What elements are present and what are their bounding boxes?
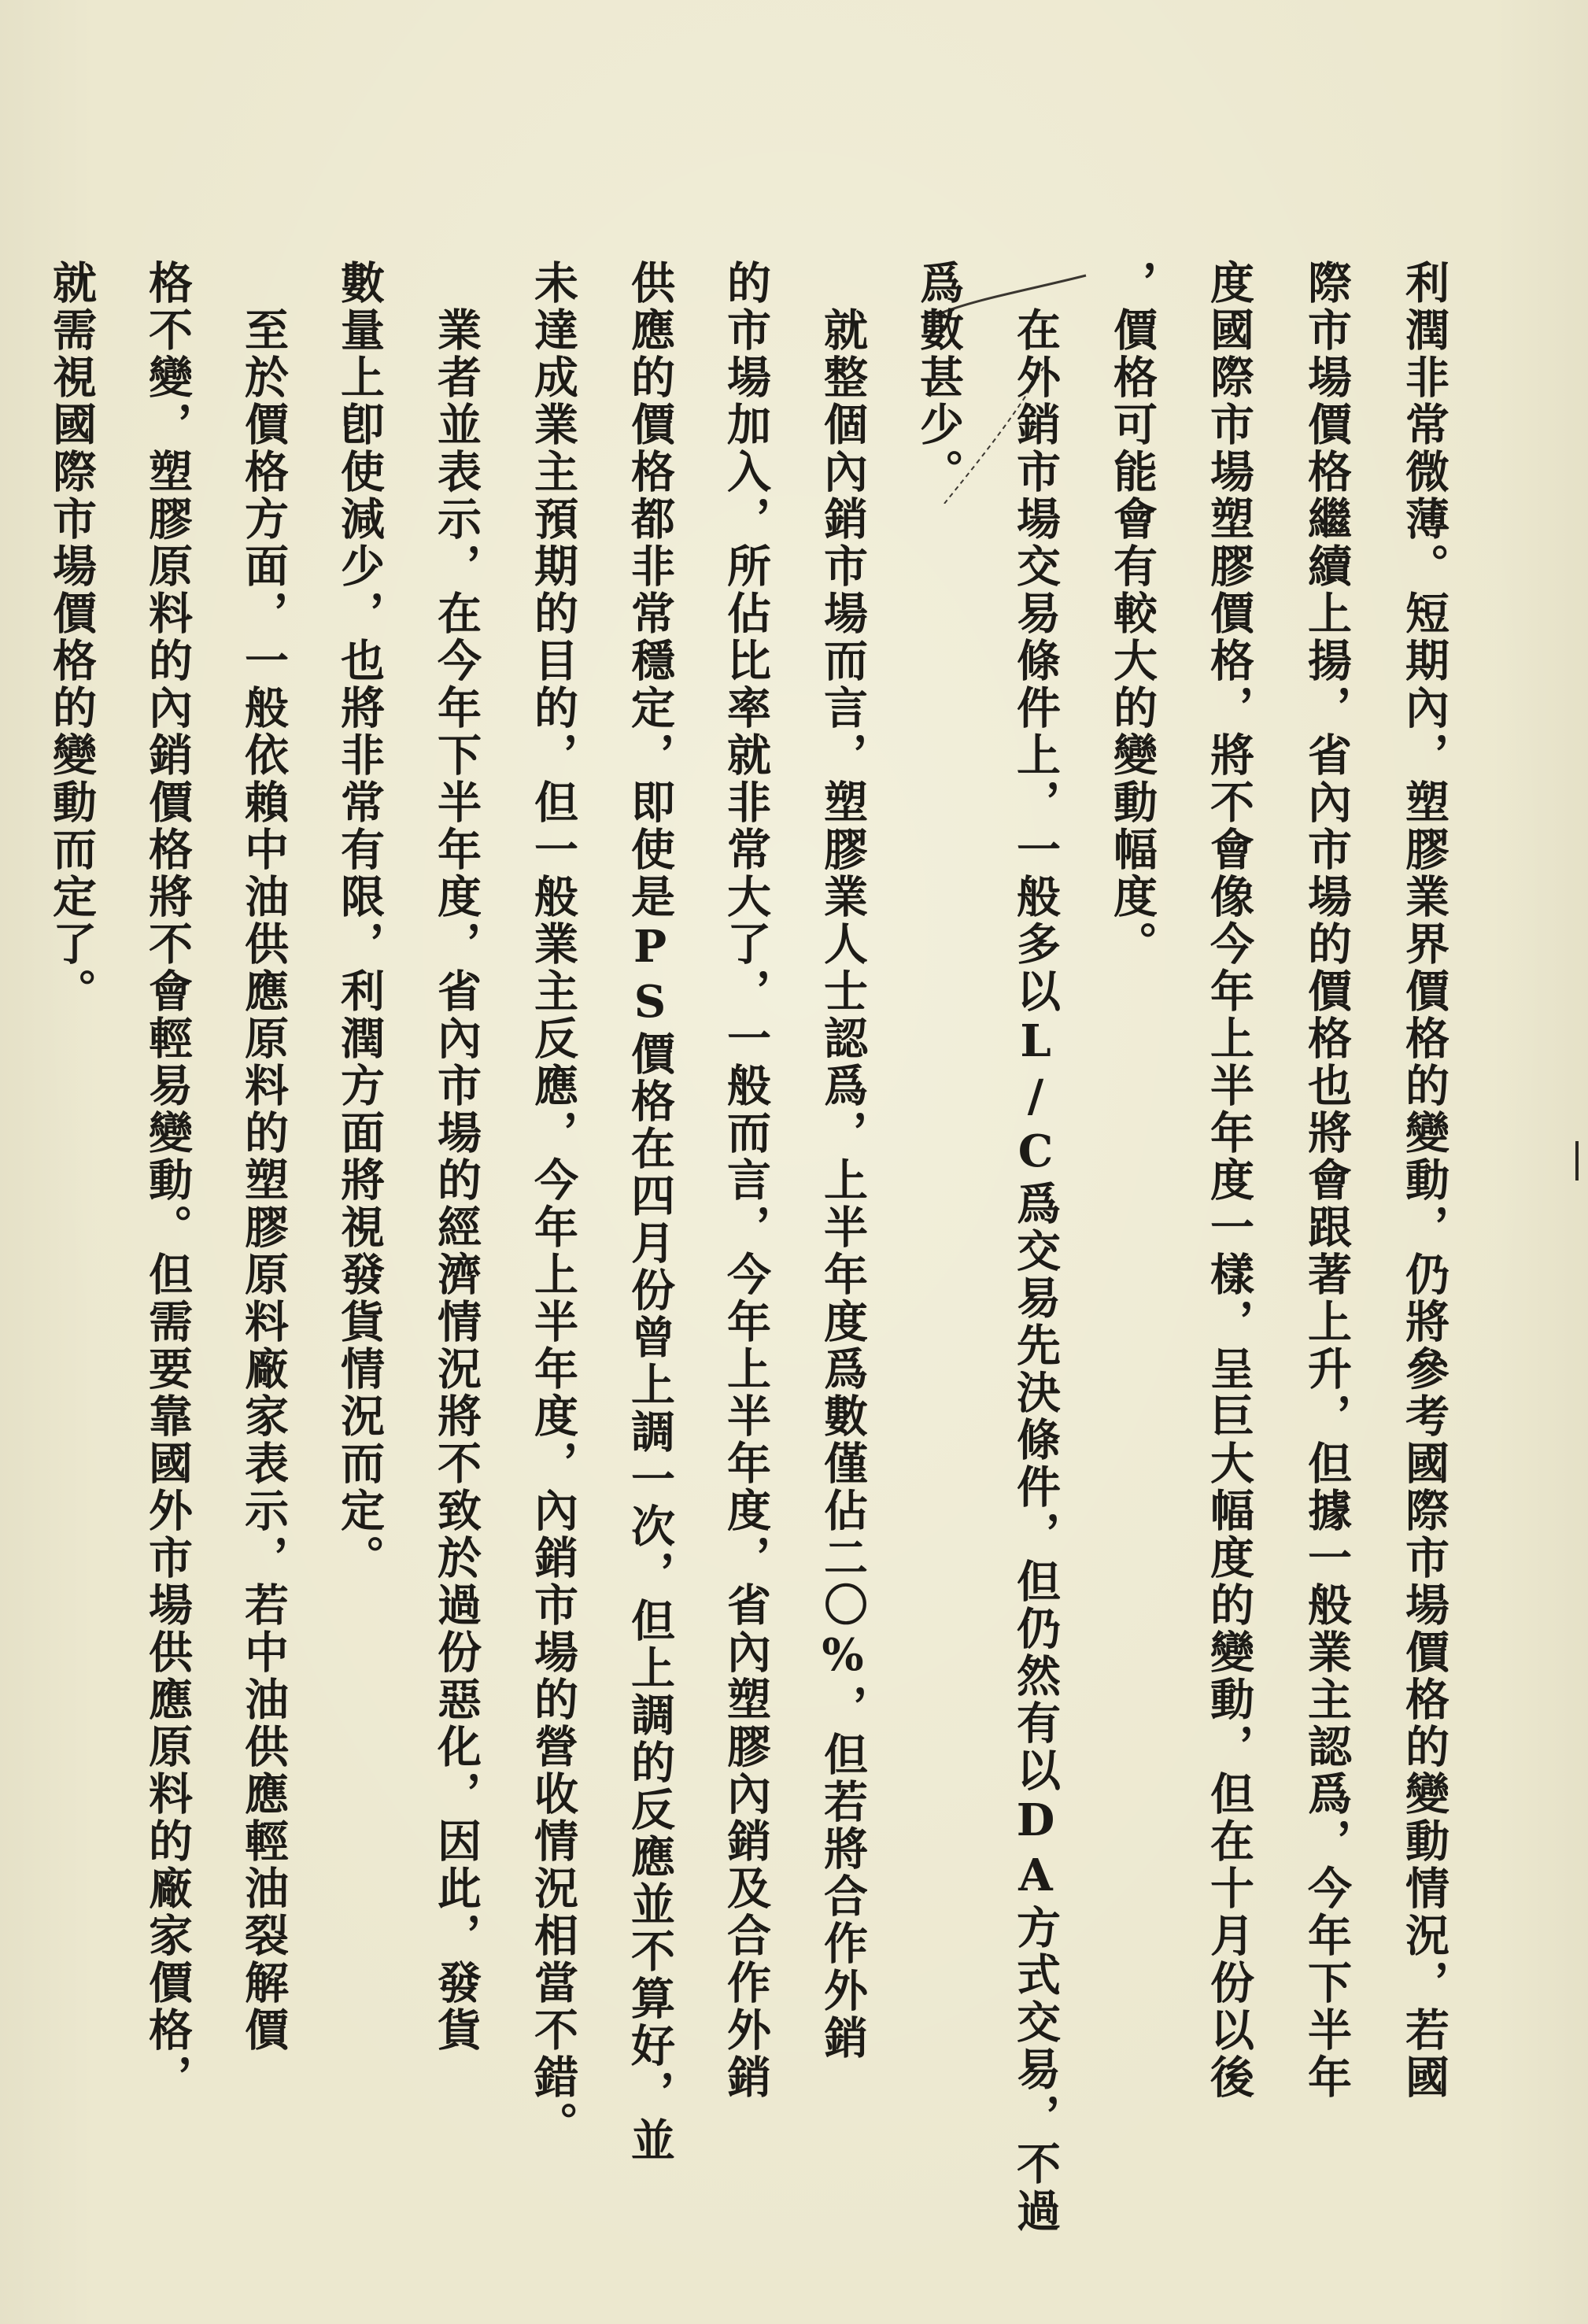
text-column: 際市場價格繼續上揚，省內市場的價格也將會跟著上升，但據一般業主認爲，今年下半年 <box>1301 260 1353 2101</box>
text-column: 就整個內銷市場而言，塑膠業人士認爲，上半年度爲數僅佔二〇%，但若將合作外銷 <box>817 260 869 2062</box>
text-column: 就需視國際市場價格的變動而定了。 <box>46 260 98 1015</box>
text-column: 的市場加入，所佔比率就非常大了，一般而言，今年上半年度，省內塑膠內銷及合作外銷 <box>720 260 772 2101</box>
text-column: 在外銷市場交易條件上，一般多以L/C爲交易先決條件，但仍然有以DA方式交易，不過 <box>1010 260 1062 2235</box>
text-column: 數量上卽使減少，也將非常有限，利潤方面將視發貨情況而定。 <box>334 260 386 1582</box>
text-column: 格不變，塑膠原料的內銷價格將不會輕易變動。但需要靠國外市場供應原料的廠家價格， <box>142 260 194 2101</box>
text-column: 未達成業主預期的目的，但一般業主反應，今年上半年度，內銷市場的營收情況相當不錯。 <box>527 260 579 2148</box>
text-column: 利潤非常微薄。短期內，塑膠業界價格的變動，仍將參考國際市場價格的變動情況，若國 <box>1398 260 1450 2101</box>
text-column: 度國際市場塑膠價格，將不會像今年上半年度一樣，呈巨大幅度的變動，但在十月份以後 <box>1203 260 1255 2101</box>
text-column: 供應的價格都非常穩定，即使是PS價格在四月份曾上調一次，但上調的反應並不算好，並 <box>624 260 676 2164</box>
text-column: ，價格可能會有較大的變動幅度。 <box>1106 260 1158 968</box>
margin-mark <box>1575 1141 1579 1180</box>
text-column: 爲數甚少。 <box>913 260 965 496</box>
text-column: 業者並表示，在今年下半年度，省內市場的經濟情況將不致於過份惡化，因此，發貨 <box>430 260 482 2054</box>
text-column: 至於價格方面，一般依賴中油供應原料的塑膠原料廠家表示，若中油供應輕油裂解價 <box>238 260 290 2054</box>
